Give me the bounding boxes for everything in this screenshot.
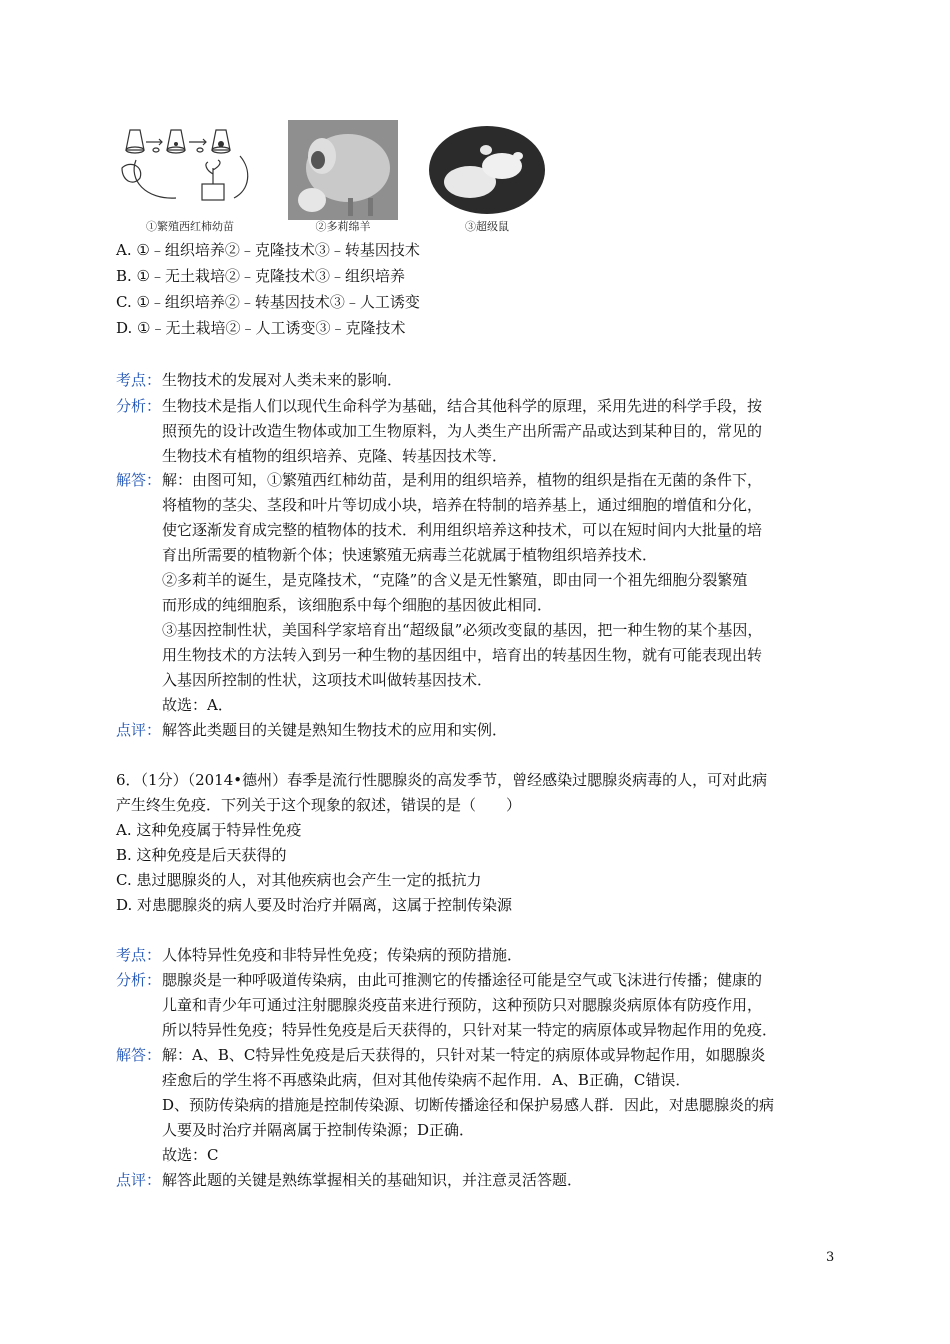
- q6-fenxi-line: 所以特异性免疫；特异性免疫是后天获得的，只针对某一特定的病原体或异物起作用的免疫．: [162, 1021, 778, 1039]
- q5-jieda-line: 使它逐渐发育成完整的植物体的技术．利用组织培养这种技术，可以在短时间内大批量的培: [162, 521, 763, 539]
- q6-jieda-line: 人要及时治疗并隔离属于控制传染源；D正确．: [162, 1121, 475, 1139]
- page-number: 3: [826, 1250, 835, 1265]
- q6-jieda-line: D、预防传染病的措施是控制传染源、切断传播途径和保护易感人群．因此，对患腮腺炎的病: [162, 1096, 775, 1114]
- super-mouse-photo: [426, 120, 548, 220]
- q6-option-a: A. 这种免疫属于特异性免疫: [116, 821, 302, 839]
- q6-option-d: D. 对患腮腺炎的病人要及时治疗并隔离，这属于控制传染源: [116, 896, 513, 914]
- q5-jieda-line: 入基因所控制的性状，这项技术叫做转基因技术．: [162, 671, 493, 689]
- q5-jieda-line: 解：由图可知，①繁殖西红柿幼苗，是利用的组织培养，植物的组织是指在无菌的条件下，: [162, 471, 763, 489]
- q5-jieda-line: 育出所需要的植物新个体；快速繁殖无病毒兰花就属于植物组织培养技术．: [162, 546, 658, 564]
- q5-option-d: D. ①﹣无土栽培②﹣人工诱变③﹣克隆技术: [116, 319, 406, 337]
- q6-fenxi-label: 分析：: [116, 971, 162, 989]
- q5-dianping-label: 点评：: [116, 721, 162, 739]
- q5-jieda-line: ②多莉羊的诞生，是克隆技术，“克隆”的含义是无性繁殖，即由同一个祖先细胞分裂繁殖: [162, 571, 748, 589]
- q5-fenxi-line: 照预先的设计改造生物体或加工生物原料，为人类生产出所需产品或达到某种目的，常见的: [162, 422, 763, 440]
- figure-strip: [116, 120, 548, 236]
- q5-jieda-label: 解答：: [116, 471, 162, 489]
- q5-jieda-line: 故选：A．: [162, 696, 233, 714]
- q6-stem-line: 6．（1分）（2014•德州）春季是流行性腮腺炎的高发季节，曾经感染过腮腺炎病毒的人，可对此病: [116, 771, 768, 789]
- figure-caption-2: ②多莉绵羊: [315, 220, 371, 233]
- q5-jieda-line: 而形成的纯细胞系，该细胞系中每个细胞的基因彼此相同．: [162, 596, 553, 614]
- figure-super-mouse: [426, 120, 548, 236]
- q5-kaodian-text: 生物技术的发展对人类未来的影响．: [162, 371, 403, 389]
- q6-kaodian-text: 人体特异性免疫和非特异性免疫；传染病的预防措施．: [162, 946, 523, 964]
- q5-dianping-text: 解答此类题目的关键是熟知生物技术的应用和实例．: [162, 721, 508, 739]
- figure-dolly-sheep: [288, 120, 398, 236]
- q6-dianping-label: 点评：: [116, 1171, 162, 1189]
- q5-option-c: C. ①﹣组织培养②﹣转基因技术③﹣人工诱变: [116, 293, 420, 311]
- q6-option-b: B. 这种免疫是后天获得的: [116, 846, 287, 864]
- q5-jieda-line: 将植物的茎尖、茎段和叶片等切成小块，培养在特制的培养基上，通过细胞的增值和分化，: [162, 496, 763, 514]
- tomato-propagation-illustration: [116, 120, 264, 220]
- q6-jieda-line: 痊愈后的学生将不再感染此病，但对其他传染病不起作用．A、B正确，C错误．: [162, 1071, 691, 1089]
- sheep-photo: [288, 120, 398, 220]
- q6-jieda-label: 解答：: [116, 1046, 162, 1064]
- q5-fenxi-line: 生物技术有植物的组织培养、克隆、转基因技术等．: [162, 447, 508, 465]
- q5-option-a: A. ①﹣组织培养②﹣克隆技术③﹣转基因技术: [116, 241, 420, 259]
- q6-jieda-line: 解：A、B、C特异性免疫是后天获得的，只针对某一特定的病原体或异物起作用，如腮腺炎: [162, 1046, 766, 1064]
- q6-dianping-text: 解答此题的关键是熟练掌握相关的基础知识，并注意灵活答题．: [162, 1171, 583, 1189]
- q6-fenxi-line: 腮腺炎是一种呼吸道传染病，由此可推测它的传播途径可能是空气或飞沫进行传播；健康的: [162, 971, 763, 989]
- q6-jieda-line: 故选：C: [162, 1146, 219, 1164]
- q5-option-b: B. ①﹣无土栽培②﹣克隆技术③﹣组织培养: [116, 267, 406, 285]
- figure-tomato-propagation: [116, 120, 264, 236]
- q5-fenxi-label: 分析：: [116, 397, 162, 415]
- figure-caption-3: ③超级鼠: [465, 220, 509, 233]
- q6-kaodian-label: 考点：: [116, 946, 162, 964]
- q5-jieda-line: ③基因控制性状，美国科学家培育出“超级鼠”必须改变鼠的基因，把一种生物的某个基因，: [162, 621, 763, 639]
- q5-jieda-line: 用生物技术的方法转入到另一种生物的基因组中，培育出的转基因生物，就有可能表现出转: [162, 646, 763, 664]
- figure-caption-1: ①繁殖西红柿幼苗: [146, 220, 234, 233]
- q5-kaodian-label: 考点：: [116, 371, 162, 389]
- q6-stem-line: 产生终生免疫．下列关于这个现象的叙述，错误的是（ ）: [116, 796, 522, 814]
- q6-option-c: C. 患过腮腺炎的人，对其他疾病也会产生一定的抵抗力: [116, 871, 482, 889]
- q5-fenxi-line: 生物技术是指人们以现代生命科学为基础，结合其他科学的原理，采用先进的科学手段，按: [162, 397, 763, 415]
- q6-fenxi-line: 儿童和青少年可通过注射腮腺炎疫苗来进行预防，这种预防只对腮腺炎病原体有防疫作用，: [162, 996, 763, 1014]
